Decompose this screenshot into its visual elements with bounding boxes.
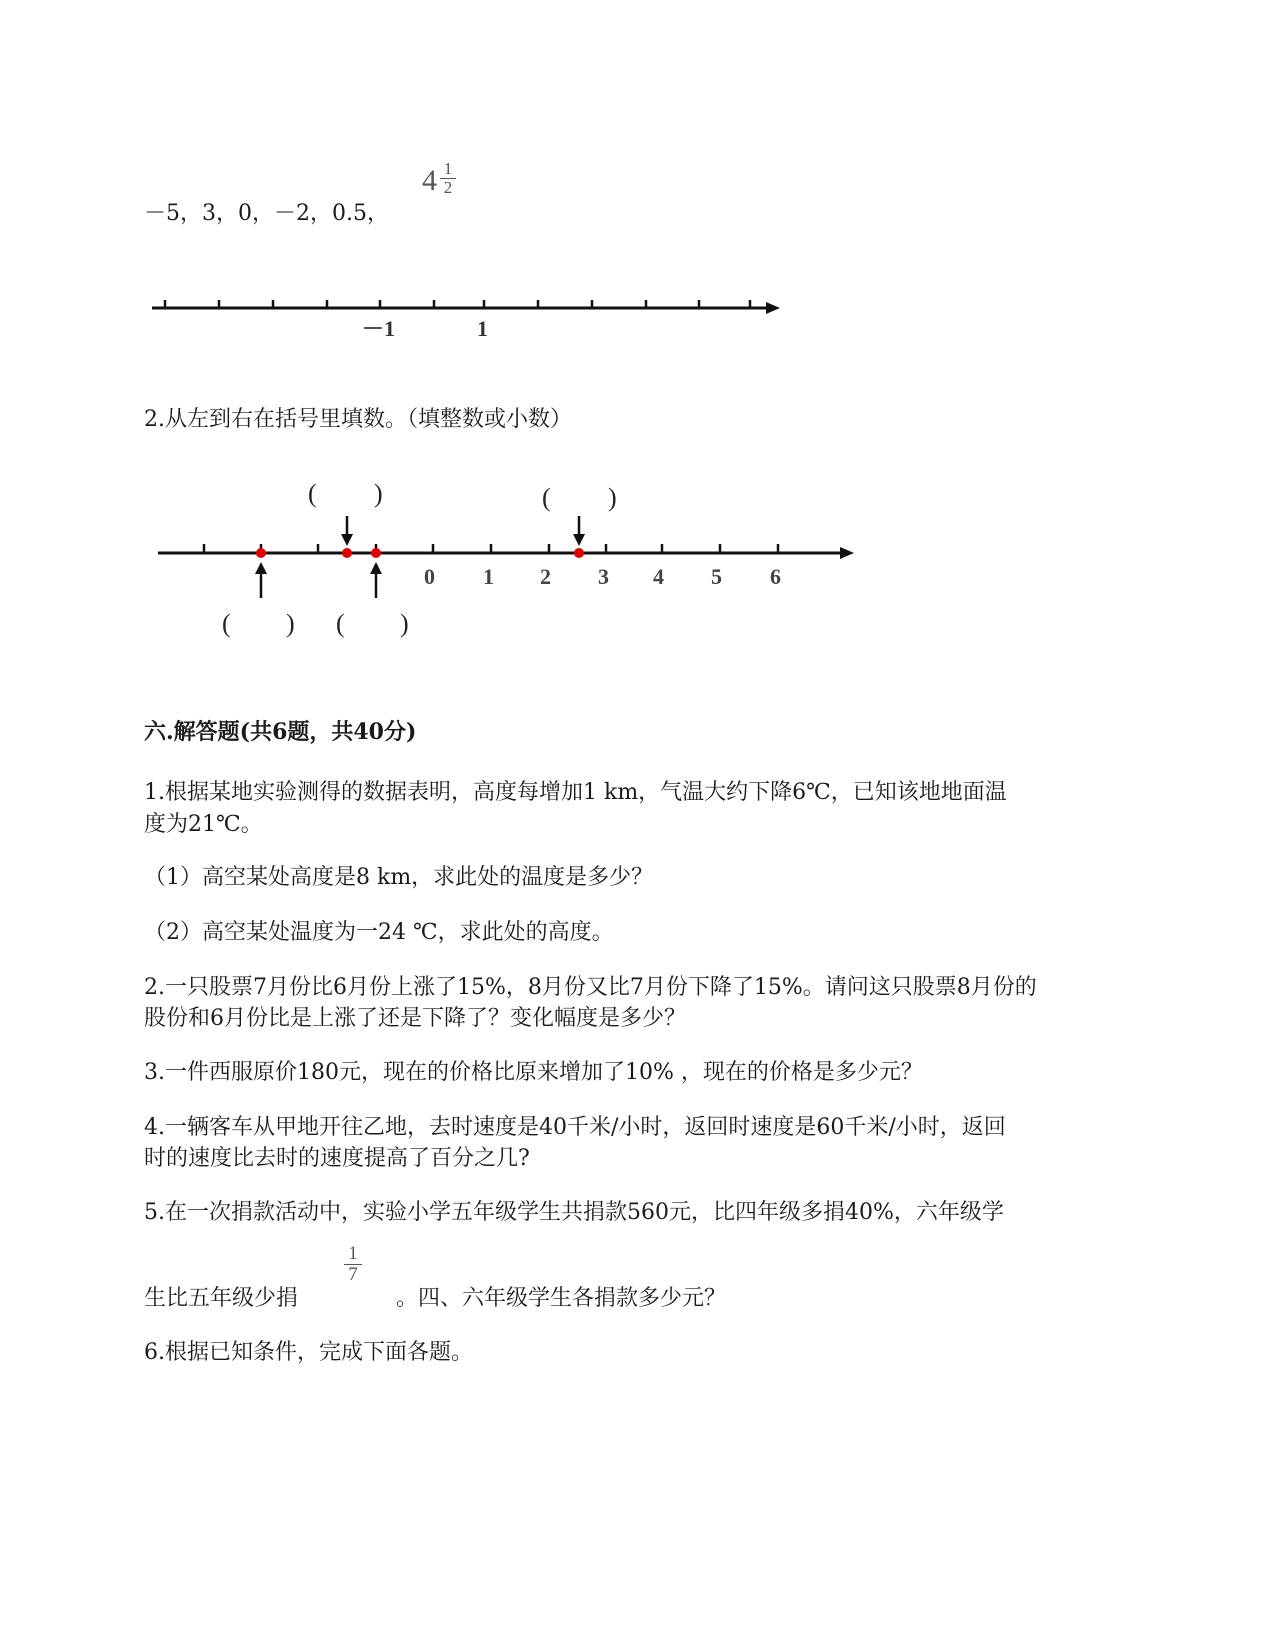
section-title: 六.解答题(共6题，共40分) bbox=[144, 719, 417, 745]
fraction-numerator: 1 bbox=[348, 1243, 358, 1264]
question-4-line-2: 时的速度比去时的速度提高了百分之几? bbox=[144, 1146, 530, 1171]
number-line-2 bbox=[150, 470, 870, 650]
answer-paren-open-d: ( bbox=[542, 483, 551, 512]
axis-arrow bbox=[766, 302, 780, 314]
numbers-list: －5，3，0，－2，0.5， bbox=[144, 201, 389, 226]
tick-label-1: 1 bbox=[483, 564, 494, 589]
question-5-fraction bbox=[344, 1244, 362, 1285]
up-arrow-c bbox=[370, 562, 382, 598]
answer-paren-close-c: ) bbox=[400, 609, 409, 638]
up-arrow-a bbox=[255, 562, 267, 598]
mixed-number-fraction bbox=[440, 160, 456, 197]
question-1-line-1: 1.根据某地实验测得的数据表明，高度每增加1 km，气温大约下降6℃，已知该地地面温 bbox=[144, 780, 1007, 805]
point-b bbox=[342, 548, 352, 558]
point-c bbox=[371, 548, 381, 558]
tick-label-4: 4 bbox=[653, 564, 664, 589]
label-minus-one: －1 bbox=[362, 316, 396, 341]
answer-paren-open-a: ( bbox=[222, 609, 231, 638]
answer-paren-open-b: ( bbox=[308, 479, 317, 508]
fraction-denominator: 7 bbox=[348, 1264, 358, 1285]
mixed-number-whole: 4 bbox=[422, 164, 437, 197]
question-3: 3.一件西服原价180元，现在的价格比原来增加了10% ，现在的价格是多少元？ bbox=[144, 1060, 923, 1085]
down-arrow-b bbox=[341, 516, 353, 546]
tick-label-3: 3 bbox=[598, 564, 609, 589]
label-one: 1 bbox=[477, 316, 488, 341]
point-a bbox=[256, 548, 266, 558]
question-5-line-2a: 生比五年级少捐 bbox=[144, 1286, 299, 1311]
answer-paren-close-a: ) bbox=[286, 609, 295, 638]
mixed-number-denominator: 2 bbox=[443, 178, 453, 197]
point-d bbox=[574, 548, 584, 558]
number-line-1 bbox=[140, 290, 800, 350]
question-1-sub-1: （1）高空某处高度是8 km，求此处的温度是多少？ bbox=[144, 865, 654, 890]
mixed-number-numerator: 1 bbox=[443, 159, 453, 178]
fill-question-2: 2.从左到右在括号里填数。（填整数或小数） bbox=[144, 407, 572, 432]
tick-label-0: 0 bbox=[424, 564, 435, 589]
question-5-line-2b: 。四、六年级学生各捐款多少元？ bbox=[396, 1286, 727, 1311]
answer-paren-close-d: ) bbox=[608, 483, 617, 512]
question-6: 6.根据已知条件，完成下面各题。 bbox=[144, 1340, 473, 1365]
question-2-line-2: 股份和6月份比是上涨了还是下降了？变化幅度是多少？ bbox=[144, 1006, 686, 1031]
mixed-number bbox=[422, 160, 462, 210]
question-4-line-1: 4.一辆客车从甲地开往乙地，去时速度是40千米/小时，返回时速度是60千米/小时，返回 bbox=[144, 1115, 1006, 1140]
question-5-line-1: 5.在一次捐款活动中，实验小学五年级学生共捐款560元，比四年级多捐40%，六年级学 bbox=[144, 1200, 1004, 1225]
answer-paren-close-b: ) bbox=[374, 479, 383, 508]
question-2-line-1: 2.一只股票7月份比6月份上涨了15%，8月份又比7月份下降了15%。请问这只股票8月份的 bbox=[144, 975, 1037, 1000]
answer-paren-open-c: ( bbox=[336, 609, 345, 638]
tick-label-6: 6 bbox=[770, 564, 781, 589]
down-arrow-d bbox=[573, 516, 585, 546]
tick-label-2: 2 bbox=[540, 564, 551, 589]
question-1-line-2: 度为21℃。 bbox=[144, 812, 263, 837]
axis-arrow bbox=[840, 547, 854, 559]
tick-label-5: 5 bbox=[711, 564, 722, 589]
question-1-sub-2: （2）高空某处温度为一24 ℃，求此处的高度。 bbox=[144, 920, 614, 945]
